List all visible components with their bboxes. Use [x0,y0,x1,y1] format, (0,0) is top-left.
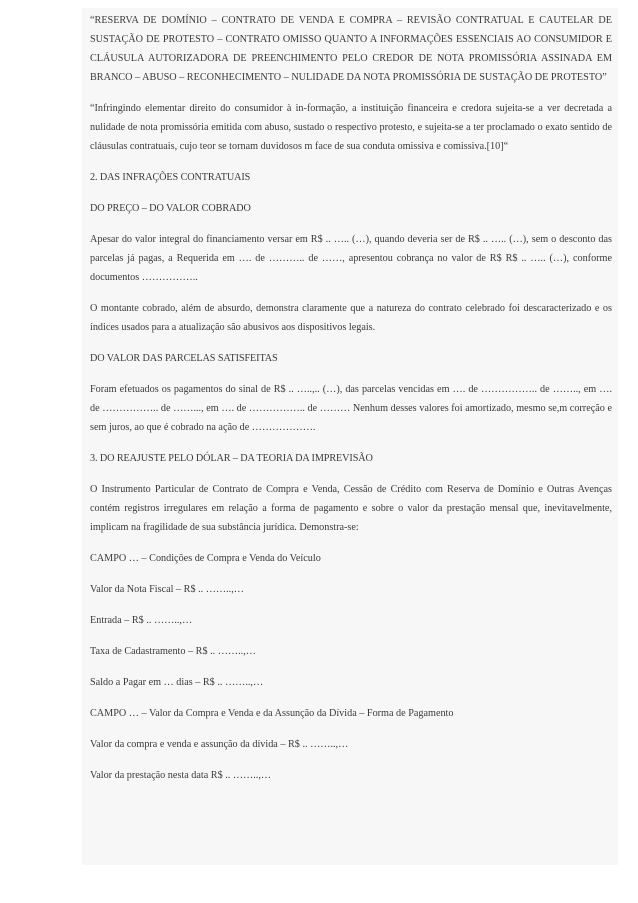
line-valor-compra-assuncao: Valor da compra e venda e assunção da dívida – R$ .. ……..,… [90,739,349,750]
line-valor-prestacao: Valor da prestação nesta data R$ .. ……..,… [90,770,272,781]
line-saldo-a-pagar: Saldo a Pagar em … dias – R$ .. ……..,… [90,677,264,688]
campo-condicoes: CAMPO … – Condições de Compra e Venda do Veículo [90,553,321,564]
paragraph-montante: O montante cobrado, além de absurdo, demonstra claramente que a natureza do contrato celebrado foi descaracterizado e os índices usados para a atualização são abusivos aos dispositivos legais. [90,303,612,333]
quote-heading: “RESERVA DE DOMÍNIO – CONTRATO DE VENDA E COMPRA – REVISÃO CONTRATUAL E CAUTELAR DE SUSTAÇÃO DE PROTESTO – CONTRATO OMISSO QUANTO A INFORMAÇÕES ESSENCIAIS AO CONSUMIDOR E CLÁUSULA AUTORIZADORA DE PREENCHIMENTO PELO CREDOR DE NOTA PROMISSÓRIA ASSINADA EM BRANCO – ABUSO – RECONHECIMENTO – NULIDADE DA NOTA PROMISSÓRIA DE SUSTAÇÃO DE PROTESTO” [90,15,612,83]
document-body [82,8,618,785]
line-valor-nota-fiscal: Valor da Nota Fiscal – R$ .. ……..,… [90,584,244,595]
campo-valor-compra: CAMPO … – Valor da Compra e Venda e da Assunção da Dívida – Forma de Pagamento [90,708,454,719]
paragraph-instrumento: O Instrumento Particular de Contrato de Compra e Venda, Cessão de Crédito com Reserva de Domínio e Outras Avenças contém registros irregulares em relação a forma de pagamento e sobre o valor da prestação mensal que, inevitavelmente, implicam na fragilidade de sua substância jurídica. Demonstra-se: [90,484,612,533]
document-page [82,8,618,865]
quote-paragraph: “Infringindo elementar direito do consumidor à in-formação, a instituição financeira e credora sujeita-se a ver decretada a nulidade de nota promissória emitida com abuso, sustado o respectivo protesto, e sujeita-se a ter proclamado o exato sentido de cláusulas contratuais, cujo teor se tornam duvidosos m face de sua conduta omissiva e comissiva.[10]“ [90,103,612,152]
line-entrada: Entrada – R$ .. ……..,… [90,615,193,626]
subheading-parcelas: DO VALOR DAS PARCELAS SATISFEITAS [90,353,278,364]
line-taxa-cadastramento: Taxa de Cadastramento – R$ .. ……..,… [90,646,256,657]
subheading-preco: DO PREÇO – DO VALOR COBRADO [90,203,251,214]
section-heading-infracoes: 2. DAS INFRAÇÕES CONTRATUAIS [90,172,251,183]
paragraph-valor-financiamento: Apesar do valor integral do financiamento versar em R$ .. ….. (…), quando deveria ser de R$ .. ….. (…), sem o desconto das parcelas já pagas, a Requerida em …. de ……….. de ……, apresentou cobrança no valor de R$ R$ .. ….. (…), conforme documentos …………….. [90,234,612,283]
section-heading-reajuste: 3. DO REAJUSTE PELO DÓLAR – DA TEORIA DA IMPREVISÃO [90,453,373,464]
paragraph-pagamentos: Foram efetuados os pagamentos do sinal de R$ .. …..,.. (…), das parcelas vencidas em …. de …………….. de …….., em …. de …………….. de ……..., em …. de …………….. de ……… Nenhum desses valores foi amortizado, mesmo se,m correção e sem juros, ao que é cobrado na ação de ………………. [90,384,612,433]
